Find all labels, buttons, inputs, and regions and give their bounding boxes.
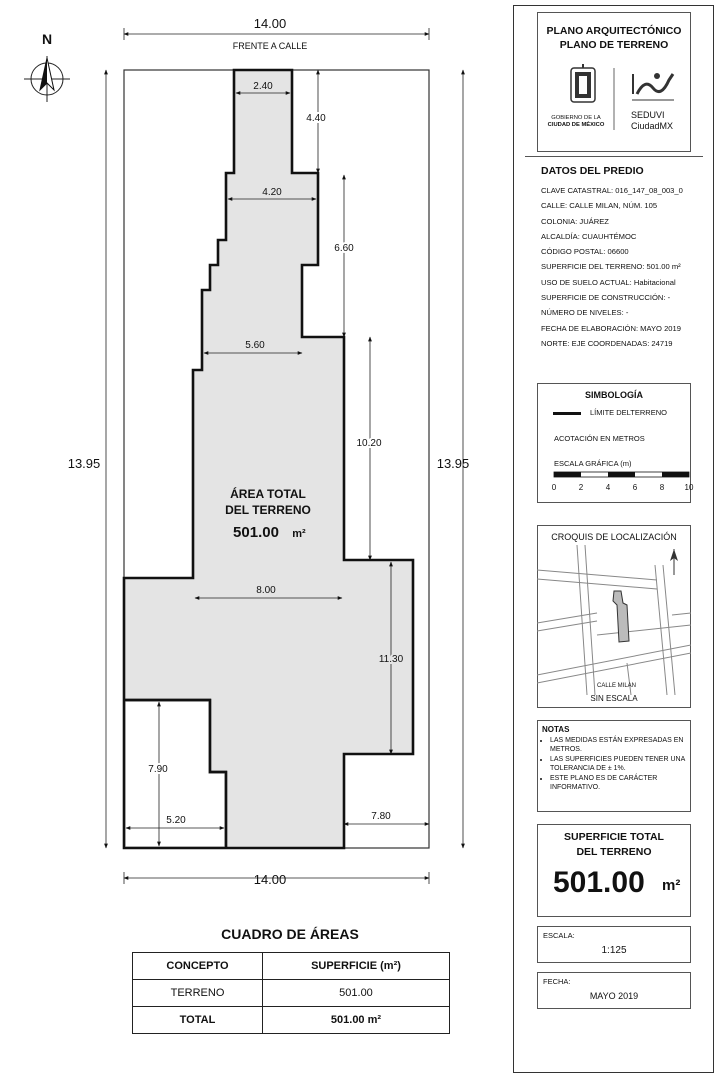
- total-value: 501.00 m²: [262, 1007, 449, 1034]
- area-value: 501.00: [233, 524, 279, 541]
- scale-tick-label: 4: [605, 483, 611, 492]
- dim-5-60: 5.60: [245, 340, 265, 351]
- scale-tick-label: 0: [551, 483, 557, 492]
- simbologia-title: SIMBOLOGÍA: [585, 390, 643, 400]
- dim-11-30: 11.30: [378, 654, 404, 665]
- total-label: TOTAL: [133, 1007, 263, 1034]
- scale-tick-label: 2: [578, 483, 584, 492]
- dim-7-80: 7.80: [371, 811, 391, 822]
- scale-tick-label: 10: [684, 483, 694, 492]
- limite-symbol: [553, 412, 581, 415]
- dim-10-20: 10.20: [356, 438, 382, 449]
- north-arrow-icon: [24, 31, 70, 102]
- gov-label-2: CIUDAD DE MÉXICO: [547, 122, 605, 128]
- col-superficie: SUPERFICIE (m²): [262, 953, 449, 980]
- area-label-1: ÁREA TOTAL: [230, 487, 306, 501]
- table-row: [133, 980, 450, 1007]
- dim-6-60: 6.60: [334, 243, 354, 254]
- datos-row: USO DE SUELO ACTUAL: Habitacional: [541, 277, 676, 287]
- nota-item: • LAS SUPERFICIES PUEDEN TENER UNA TOLERANCIA DE ± 1%.: [550, 756, 690, 773]
- left-depth-dimension: 13.95: [67, 456, 101, 471]
- croquis-title: CROQUIS DE LOCALIZACIÓN: [551, 532, 677, 542]
- frente-label: FRENTE A CALLE: [232, 41, 308, 51]
- acotacion-label: ACOTACIÓN EN METROS: [554, 434, 645, 443]
- seduvi-label: SEDUVI: [631, 110, 665, 120]
- datos-predio: [541, 165, 701, 351]
- table-header-row: [133, 953, 450, 980]
- north-label: N: [41, 31, 53, 47]
- dim-4-20: 4.20: [262, 187, 282, 198]
- lot-location-marker: [613, 591, 629, 642]
- datos-row: CALLE: CALLE MILAN, NÚM. 105: [541, 201, 658, 211]
- datos-row: COLONIA: JUÁREZ: [541, 216, 609, 226]
- areas-table: [132, 952, 450, 1034]
- sin-escala-label: SIN ESCALA: [590, 694, 638, 703]
- bottom-width-dimension: 14.00: [253, 872, 287, 887]
- limite-label: LÍMITE DELTERRENO: [590, 408, 667, 417]
- datos-row: SUPERFICIE DEL TERRENO: 501.00 m²: [541, 262, 681, 272]
- right-depth-dimension: 13.95: [436, 456, 470, 471]
- seduvi-logo-icon: [632, 73, 674, 100]
- plan-title-1: PLANO ARQUITECTÓNICO: [546, 25, 682, 37]
- datos-row: NÚMERO DE NIVELES: -: [541, 308, 629, 318]
- scale-tick-label: 6: [632, 483, 638, 492]
- cuadro-title: CUADRO DE ÁREAS: [221, 926, 359, 942]
- notas-title: NOTAS: [542, 725, 570, 734]
- dim-8-00: 8.00: [256, 585, 276, 596]
- top-width-dimension: 14.00: [253, 16, 287, 31]
- area-label-2: DEL TERRENO: [225, 503, 311, 517]
- dim-4-40: 4.40: [306, 113, 326, 124]
- dim-2-40: 2.40: [253, 81, 273, 92]
- area-unit: m²: [292, 528, 306, 540]
- logos: [537, 64, 691, 144]
- sup-total-unit: m²: [662, 877, 681, 894]
- gov-label-1: GOBIERNO DE LA: [551, 115, 601, 121]
- scale-tick-label: 8: [659, 483, 665, 492]
- row-value: 501.00: [262, 980, 449, 1007]
- location-map: [537, 545, 691, 695]
- dim-7-90: 7.90: [148, 764, 168, 775]
- cdmx-shield-icon: [571, 64, 595, 102]
- sup-total-label-1: SUPERFICIE TOTAL: [564, 831, 664, 843]
- escala-grafica-label: ESCALA GRÁFICA (m): [554, 459, 632, 468]
- sup-total-label-2: DEL TERRENO: [576, 846, 652, 858]
- datos-row: CÓDIGO POSTAL: 06600: [541, 247, 629, 257]
- notas: [542, 725, 690, 794]
- north-arrow-small-icon: [670, 549, 678, 575]
- sup-total-value: 501.00: [553, 866, 645, 899]
- plan-title-2: PLANO DE TERRENO: [559, 39, 669, 51]
- fecha-label: FECHA:: [543, 977, 571, 986]
- datos-row: ALCALDÍA: CUAUHTÉMOC: [541, 231, 637, 241]
- fecha-value: MAYO 2019: [589, 991, 639, 1001]
- nota-item: • LAS MEDIDAS ESTÁN EXPRESADAS EN METROS.: [550, 737, 690, 754]
- graphic-scale: [550, 470, 695, 500]
- col-concepto: CONCEPTO: [133, 953, 263, 980]
- table-total-row: [133, 1007, 450, 1034]
- escala-label: ESCALA:: [543, 931, 575, 940]
- nota-item: • ESTE PLANO ES DE CARÁCTER INFORMATIVO.: [550, 775, 690, 792]
- dim-5-20: 5.20: [166, 815, 186, 826]
- datos-row: SUPERFICIE DE CONSTRUCCIÓN: -: [541, 293, 671, 303]
- calle-milan-label: CALLE MILAN: [597, 683, 637, 689]
- datos-title: DATOS DEL PREDIO: [541, 165, 644, 177]
- ciudadmx-label: CiudadMX: [631, 121, 674, 131]
- datos-row: CLAVE CATASTRAL: 016_147_08_003_0: [541, 186, 683, 195]
- row-concepto: TERRENO: [133, 980, 263, 1007]
- datos-row: NORTE: EJE COORDENADAS: 24719: [541, 338, 673, 348]
- datos-row: FECHA DE ELABORACIÓN: MAYO 2019: [541, 323, 681, 333]
- escala-value: 1:125: [601, 945, 627, 956]
